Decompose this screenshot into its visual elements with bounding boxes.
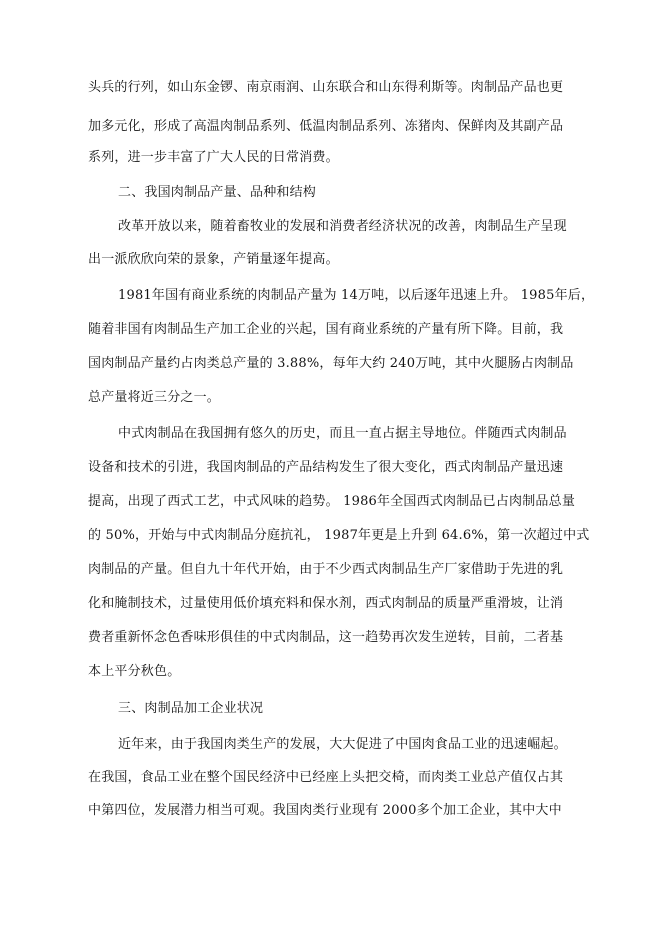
text-line: 出一派欣欣向荣的景象，产销量逐年提高。 bbox=[88, 252, 339, 267]
text-line: 本上平分秋色。 bbox=[88, 664, 181, 679]
text-line: 提高，出现了西式工艺，中式风味的趋势。 1986年全国西式肉制品已占肉制品总量 bbox=[88, 494, 576, 509]
section-heading: 三、肉制品加工企业状况 bbox=[118, 701, 264, 716]
text-line: 改革开放以来，随着畜牧业的发展和消费者经济状况的改善，肉制品生产呈现 bbox=[118, 219, 567, 234]
text-line: 肉制品的产量。但自九十年代开始，由于不少西式肉制品生产厂家借助于先进的乳 bbox=[88, 562, 564, 577]
text-line: 1981年国有商业系统的肉制品产量为 14万吨，以后逐年迅速上升。 1985年后， bbox=[118, 288, 595, 303]
text-line: 的 50%，开始与中式肉制品分庭抗礼， 1987年更是上升到 64.6%，第一次超过中式 bbox=[88, 528, 590, 543]
text-line: 设备和技术的引进，我国肉制品的产品结构发生了很大变化，西式肉制品产量迅速 bbox=[88, 460, 564, 475]
text-line: 近年来，由于我国肉类生产的发展，大大促进了中国肉食品工业的迅速崛起。 bbox=[118, 737, 567, 752]
section-heading: 二、我国肉制品产量、品种和结构 bbox=[118, 185, 317, 200]
text-line: 在我国，食品工业在整个国民经济中已经座上头把交椅，而肉类工业总产值仅占其 bbox=[88, 770, 564, 785]
text-line: 系列，进一步丰富了广大人民的日常消费。 bbox=[88, 150, 339, 165]
text-line: 中式肉制品在我国拥有悠久的历史，而且一直占据主导地位。伴随西式肉制品 bbox=[118, 426, 567, 441]
text-line: 加多元化，形成了高温肉制品系列、低温肉制品系列、冻猪肉、保鲜肉及其副产品 bbox=[88, 119, 564, 134]
text-line: 化和腌制技术，过量使用低价填充料和保水剂，西式肉制品的质量严重滑坡，让消 bbox=[88, 596, 564, 611]
text-line: 随着非国有肉制品生产加工企业的兴起，国有商业系统的产量有所下降。目前，我 bbox=[88, 322, 564, 337]
text-line: 总产量将近三分之一。 bbox=[88, 390, 221, 405]
text-line: 中第四位，发展潜力相当可观。我国肉类行业现有 2000多个加工企业，其中大中 bbox=[88, 803, 562, 818]
text-line: 国肉制品产量约占肉类总产量的 3.88%，每年大约 240万吨，其中火腿肠占肉制品 bbox=[88, 356, 574, 371]
text-line: 头兵的行列，如山东金锣、南京雨润、山东联合和山东得利斯等。肉制品产品也更 bbox=[88, 80, 564, 95]
text-line: 费者重新怀念色香味形俱佳的中式肉制品，这一趋势再次发生逆转，目前，二者基 bbox=[88, 630, 564, 645]
